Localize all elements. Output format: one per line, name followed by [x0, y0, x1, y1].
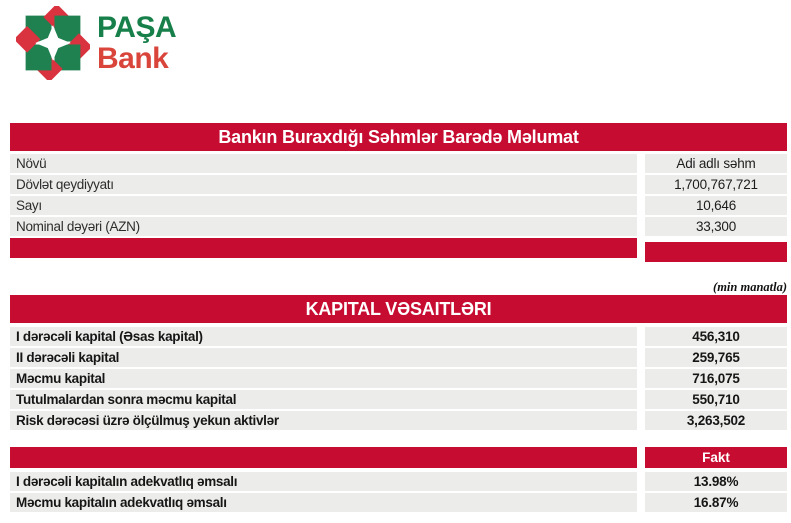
table-row [10, 175, 787, 194]
column-gutter [637, 447, 645, 468]
row-label: Məcmu kapital [10, 369, 637, 388]
capital-table [10, 327, 787, 432]
row-label: Dövlət qeydiyyatı [10, 175, 637, 194]
row-value: 716,075 [645, 369, 787, 388]
fakt-column-header: Fakt [645, 447, 787, 468]
column-gutter [637, 369, 645, 388]
shares-table-title: Bankın Buraxdığı Səhmlər Barədə Məlumat [10, 123, 787, 151]
capital-table-title: KAPITAL VƏSAITLƏRI [10, 295, 787, 323]
row-value: 16.87% [645, 493, 787, 512]
column-gutter [637, 154, 645, 173]
brand-name-line2: Bank [97, 42, 169, 75]
column-gutter [637, 348, 645, 367]
row-label: I dərəcəli kapitalın adekvatlıq əmsalı [10, 472, 637, 491]
table-row [10, 348, 787, 367]
table-row [10, 493, 787, 512]
shares-table-footer-bar [10, 238, 787, 262]
table-row [10, 327, 787, 346]
units-note: (min manatla) [713, 280, 787, 294]
footer-bar-left [10, 238, 637, 258]
footer-bar-right [645, 242, 787, 262]
header-bar-left [10, 447, 637, 468]
row-value: 456,310 [645, 327, 787, 346]
table-row [10, 390, 787, 409]
row-label: Məcmu kapitalın adekvatlıq əmsalı [10, 493, 637, 512]
row-value: 550,710 [645, 390, 787, 409]
column-gutter [637, 411, 645, 430]
pasha-bank-wordmark [97, 12, 176, 74]
row-label: I dərəcəli kapital (Əsas kapital) [10, 327, 637, 346]
row-value: 10,646 [645, 196, 787, 215]
row-value: 259,765 [645, 348, 787, 367]
column-gutter [637, 472, 645, 491]
brand-name-line1: PAŞA [97, 11, 177, 44]
row-label: Növü [10, 154, 637, 173]
row-value: 33,300 [645, 217, 787, 236]
column-gutter [637, 390, 645, 409]
table-row [10, 154, 787, 173]
row-value: Adi adlı səhm [645, 154, 787, 173]
pasha-bank-logo-icon [16, 6, 90, 80]
column-gutter [637, 493, 645, 512]
column-gutter [637, 196, 645, 215]
row-label: Sayı [10, 196, 637, 215]
adequacy-table [10, 472, 787, 514]
row-value: 13.98% [645, 472, 787, 491]
table-row [10, 472, 787, 491]
column-gutter [637, 175, 645, 194]
table-row [10, 217, 787, 236]
row-value: 3,263,502 [645, 411, 787, 430]
column-gutter [637, 327, 645, 346]
row-label: II dərəcəli kapital [10, 348, 637, 367]
row-label: Tutulmalardan sonra məcmu kapital [10, 390, 637, 409]
table-row [10, 411, 787, 430]
table-row [10, 369, 787, 388]
row-value: 1,700,767,721 [645, 175, 787, 194]
column-gutter [637, 217, 645, 236]
row-label: Nominal dəyəri (AZN) [10, 217, 637, 236]
shares-table [10, 154, 787, 238]
adequacy-table-header [10, 447, 787, 468]
row-label: Risk dərəcəsi üzrə ölçülmuş yekun aktivlər [10, 411, 637, 430]
table-row [10, 196, 787, 215]
